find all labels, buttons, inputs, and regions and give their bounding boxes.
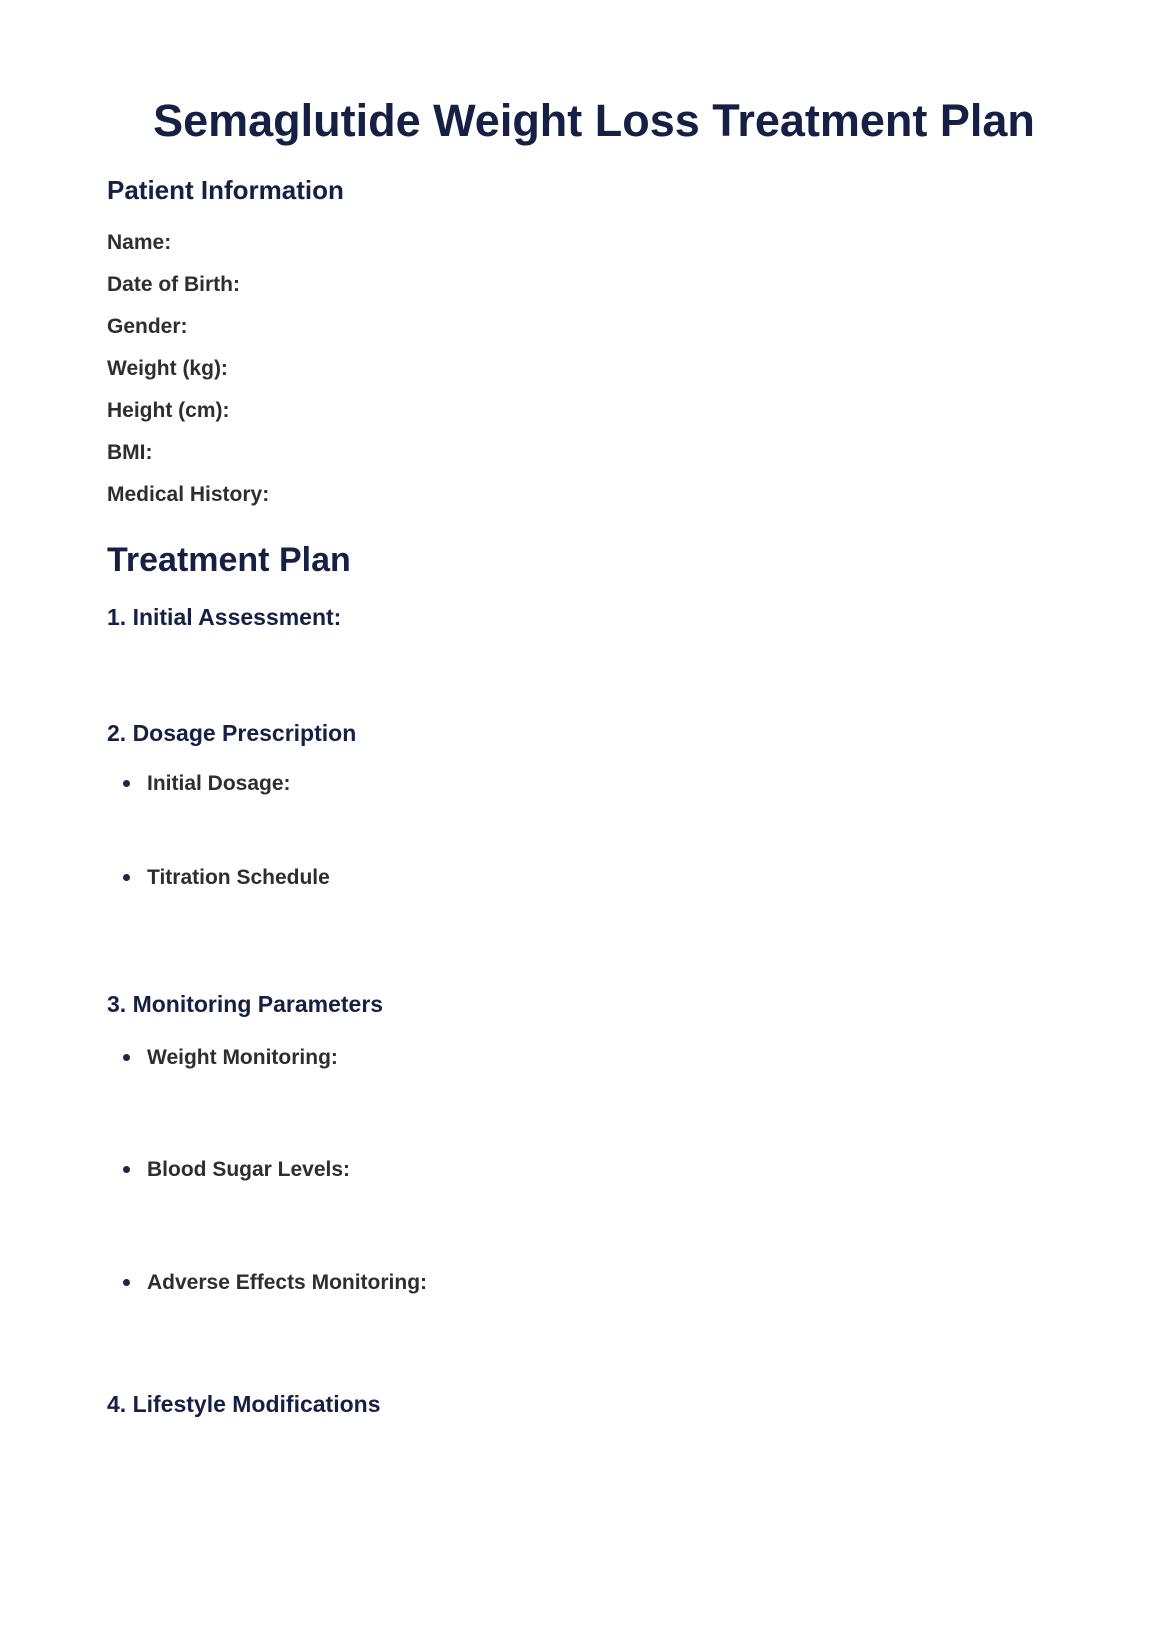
bullet-label: Initial Dosage:: [147, 772, 291, 795]
patient-field-label: Gender:: [107, 315, 188, 338]
patient-field-label: Weight (kg):: [107, 357, 228, 380]
bullet-icon: [123, 780, 130, 787]
bullet-list-item: [107, 1157, 1081, 1182]
plan-item-heading: 2. Dosage Prescription: [107, 720, 357, 746]
plan-item-heading: 3. Monitoring Parameters: [107, 991, 384, 1017]
patient-information-heading: Patient Information: [107, 175, 344, 205]
treatment-plan-heading: Treatment Plan: [107, 541, 351, 579]
bullet-label: Weight Monitoring:: [147, 1046, 338, 1069]
bullet-list-item: [107, 1270, 1081, 1295]
bullet-label: Blood Sugar Levels:: [147, 1158, 351, 1181]
patient-field-label: Height (cm):: [107, 399, 230, 422]
patient-field-label: Date of Birth:: [107, 273, 240, 296]
patient-information-fields: [107, 230, 1081, 507]
bullet-icon: [123, 1054, 130, 1061]
bullet-list-item: [107, 771, 1081, 796]
plan-item-heading: 1. Initial Assessment:: [107, 604, 342, 630]
bullet-icon: [123, 1166, 130, 1173]
treatment-plan-items: [107, 604, 1081, 1418]
patient-field-label: Name:: [107, 231, 172, 254]
bullet-list-item: [107, 865, 1081, 890]
bullet-icon: [123, 874, 130, 881]
patient-field-label: BMI:: [107, 441, 153, 464]
plan-item-heading: 4. Lifestyle Modifications: [107, 1391, 381, 1417]
bullet-label: Titration Schedule: [147, 866, 330, 889]
bullet-list-item: [107, 1045, 1081, 1070]
bullet-label: Adverse Effects Monitoring:: [147, 1271, 428, 1294]
document-title: Semaglutide Weight Loss Treatment Plan: [153, 95, 1035, 146]
patient-field-label: Medical History:: [107, 483, 270, 506]
bullet-icon: [123, 1279, 130, 1286]
